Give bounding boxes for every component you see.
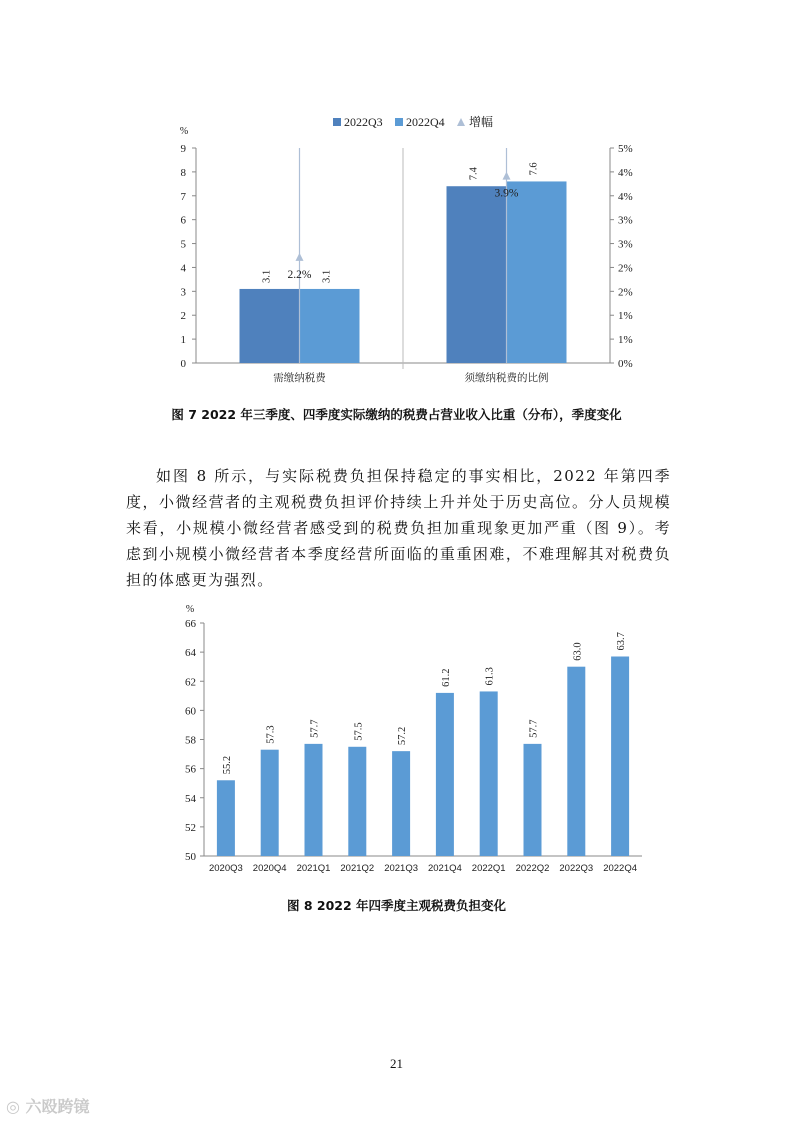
x-tick-label: 须缴纳税费的比例 [464, 373, 549, 384]
y2-tick-label: 0% [618, 358, 633, 370]
x-tick-label: 2021Q4 [427, 863, 462, 874]
y-tick-label: 2 [180, 310, 186, 323]
x-tick-label: 2020Q3 [208, 863, 243, 874]
data-label: 61.3 [484, 667, 496, 686]
y2-tick-label: 5% [618, 143, 633, 155]
bar [611, 656, 629, 856]
y2-tick-label: 1% [618, 310, 633, 323]
data-label: 57.3 [265, 725, 277, 744]
bar-2022Q4 [507, 181, 567, 363]
y2-tick-label: 1% [618, 334, 633, 347]
figure-7-chart [150, 108, 650, 398]
bar [436, 693, 454, 856]
x-tick-label: 2022Q4 [603, 863, 638, 874]
bar [305, 744, 323, 856]
legend-label: 2022Q3 [344, 115, 383, 129]
data-label: 7.4 [468, 167, 480, 181]
bar [348, 747, 366, 856]
y-tick-label: 7 [180, 190, 186, 203]
y-tick-label: 3 [180, 286, 186, 299]
y-tick-label: 60 [185, 705, 196, 718]
legend-label: 2022Q4 [406, 115, 445, 129]
bar-2022Q3 [447, 186, 507, 363]
legend-swatch [395, 118, 403, 126]
x-tick-label: 2021Q2 [340, 863, 375, 874]
data-label: 3.1 [261, 269, 273, 283]
growth-label: 2.2% [287, 268, 312, 281]
x-tick-label: 2021Q3 [384, 863, 419, 874]
data-label: 57.7 [528, 719, 540, 738]
y2-tick-label: 3% [618, 238, 633, 251]
x-tick-label: 需缴纳税费 [273, 373, 326, 384]
watermark-logo: ◎ 六殴跨镜 [6, 1097, 90, 1116]
data-label: 63.0 [572, 642, 584, 661]
y-tick-label: 54 [185, 792, 196, 805]
growth-label: 3.9% [494, 187, 519, 200]
y-tick-label: 5 [180, 238, 186, 251]
data-label: 7.6 [528, 162, 540, 176]
y2-tick-label: 4% [618, 190, 633, 203]
data-label: 3.1 [321, 269, 333, 283]
figure-8-chart [170, 596, 650, 886]
y-tick-label: 56 [185, 763, 196, 776]
y-tick-label: 9 [180, 143, 186, 155]
y-tick-label: 66 [185, 618, 196, 630]
x-tick-label: 2022Q1 [471, 863, 506, 874]
growth-marker [503, 172, 511, 180]
y-tick-label: 0 [180, 358, 186, 370]
y-tick-label: 52 [185, 821, 196, 834]
unit-label: % [185, 604, 195, 615]
y2-tick-label: 4% [618, 166, 633, 179]
x-tick-label: 2022Q2 [515, 863, 550, 874]
bar-2022Q3 [240, 289, 300, 363]
data-label: 57.2 [397, 726, 409, 746]
y-tick-label: 50 [185, 851, 196, 863]
data-label: 61.2 [440, 668, 452, 687]
y2-tick-label: 2% [618, 262, 633, 275]
legend-marker [457, 118, 465, 126]
y-tick-label: 58 [185, 734, 196, 747]
y2-tick-label: 2% [618, 286, 633, 299]
bar [217, 780, 235, 856]
unit-label: % [179, 126, 189, 137]
bar [524, 744, 542, 856]
body-paragraph: 如图 8 所示，与实际税费负担保持稳定的事实相比，2022 年第四季度，小微经营者的主观税费负担评价持续上升并处于历史高位。分人员规模来看，小规模小微经营者感受到的税费负担加重现象更加严重（图 9）。考虑到小规模小微经营者本季度经营所面临的重重困难，不难理解其对税费负担的体感更为强烈。 [126, 467, 671, 589]
page-number: 21 [390, 1056, 403, 1071]
bar [261, 750, 279, 856]
bar [480, 691, 498, 856]
data-label: 55.2 [221, 755, 233, 775]
data-label: 57.7 [309, 719, 321, 738]
data-label: 63.7 [616, 632, 628, 651]
legend-label: 增幅 [469, 115, 494, 129]
bar-2022Q4 [300, 289, 360, 363]
y-tick-label: 64 [185, 647, 196, 660]
y-tick-label: 8 [180, 166, 186, 179]
y-tick-label: 62 [185, 676, 196, 689]
data-label: 57.5 [353, 722, 365, 741]
x-tick-label: 2021Q1 [296, 863, 331, 874]
figure-8-svg [170, 596, 650, 886]
x-tick-label: 2020Q4 [252, 863, 287, 874]
figure-7-caption: 图 7 2022 年三季度、四季度实际缴纳的税费占营业收入比重（分布），季度变化 [171, 407, 622, 422]
y2-tick-label: 3% [618, 214, 633, 227]
y-tick-label: 6 [180, 214, 186, 227]
figure-7-svg [150, 108, 650, 398]
y-tick-label: 1 [180, 334, 186, 347]
growth-marker [296, 253, 304, 261]
legend-swatch [333, 118, 341, 126]
bar [567, 667, 585, 856]
figure-8-caption: 图 8 2022 年四季度主观税费负担变化 [286, 898, 507, 913]
bar [392, 751, 410, 856]
x-tick-label: 2022Q3 [559, 863, 594, 874]
y-tick-label: 4 [180, 262, 186, 275]
